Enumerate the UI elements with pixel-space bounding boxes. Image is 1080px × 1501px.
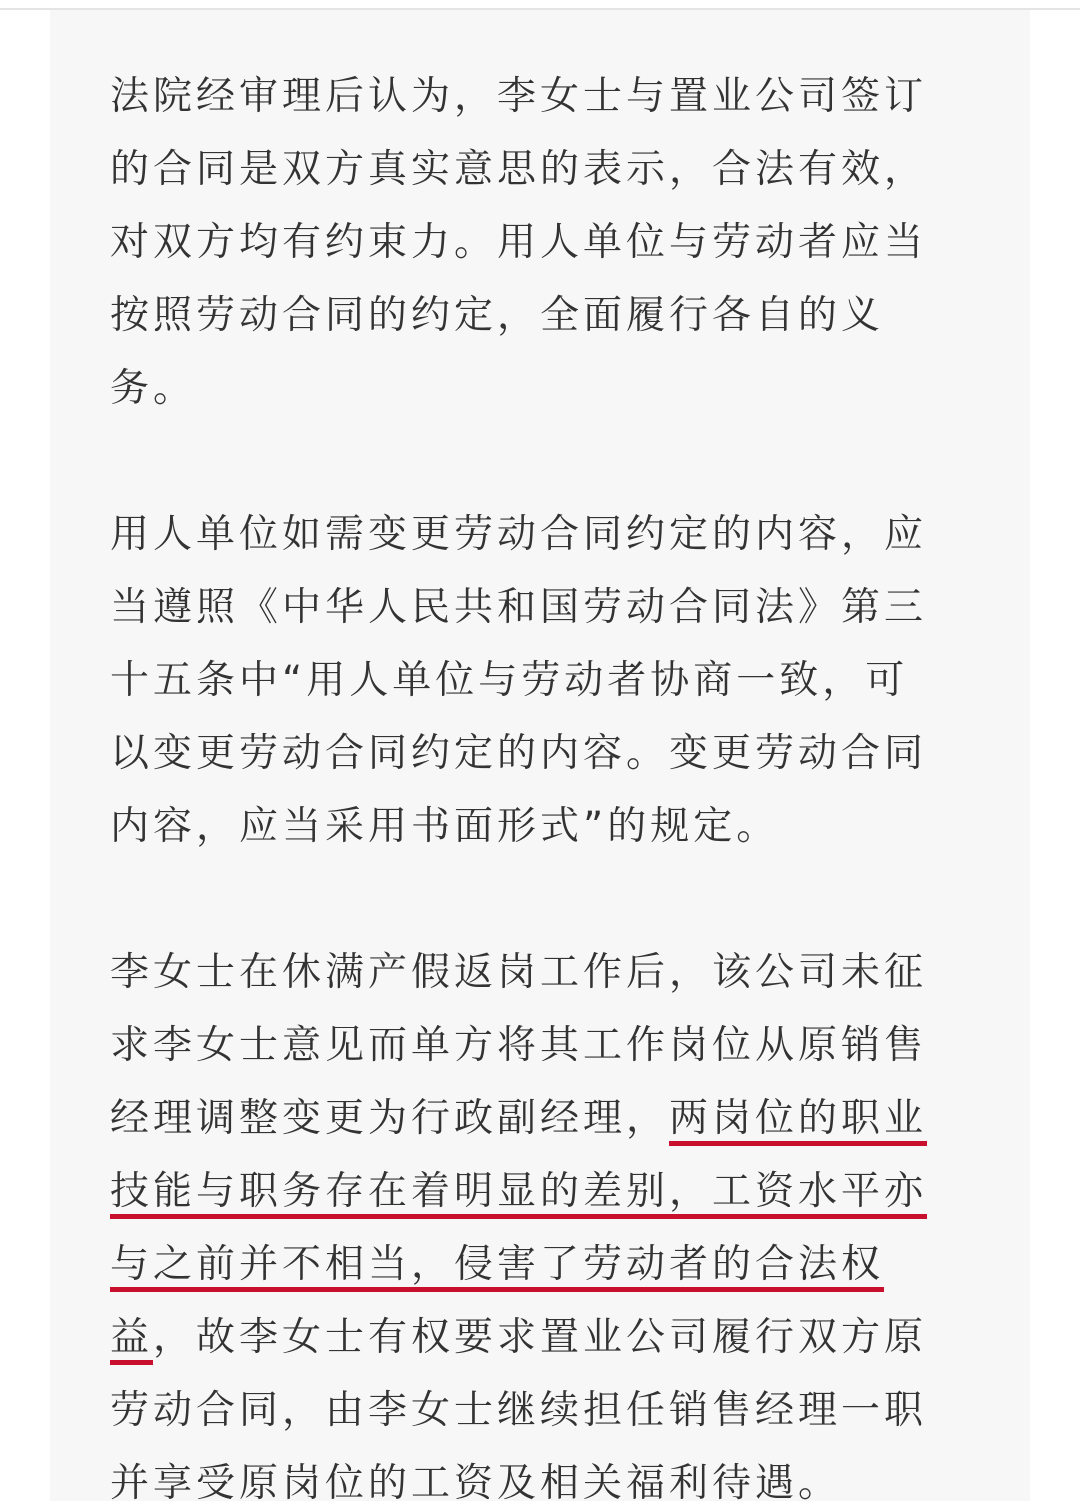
paragraph-line [110,1301,970,1374]
paragraph-court-ruling [110,60,970,425]
paragraph-line: 求李女士意见而单方将其工作岗位从原销售 [110,1023,928,1068]
highlighted-text: 与之前并不相当，侵害了劳动者的合法权 [110,1242,885,1287]
paragraph-line [110,1155,970,1228]
article-body [110,60,970,1501]
paragraph-line: 务。 [110,366,197,411]
highlighted-text: 益 [110,1315,154,1360]
paragraph-line: 法院经审理后认为，李女士与置业公司签订 [110,74,928,119]
paragraph-line: 并享受原岗位的工资及相关福利待遇。 [110,1461,842,1501]
paragraph-line: 以变更劳动合同约定的内容。变更劳动合同 [110,731,928,776]
paragraph-line: 用人单位如需变更劳动合同约定的内容，应 [110,512,928,557]
paragraph-line [110,1082,970,1155]
paragraph-line: 的合同是双方真实意思的表示，合法有效， [110,147,928,192]
paragraph-line [110,1228,970,1301]
paragraph-line: 对双方均有约束力。用人单位与劳动者应当 [110,220,928,265]
paragraph-text: ，故李女士有权要求置业公司履行双方原 [153,1315,928,1360]
paragraph-line: 劳动合同，由李女士继续担任销售经理一职 [110,1388,928,1433]
paragraph-line: 按照劳动合同的约定，全面履行各自的义 [110,293,885,338]
paragraph-line: 李女士在休满产假返岗工作后，该公司未征 [110,950,928,995]
paragraph-line: 十五条中“用人单位与劳动者协商一致，可 [110,658,909,703]
highlighted-text: 技能与职务存在着明显的差别，工资水平亦 [110,1169,928,1214]
highlighted-text: 两岗位的职业 [669,1096,928,1141]
paragraph-line: 当遵照《中华人民共和国劳动合同法》第三 [110,585,928,630]
paragraph-case-conclusion [110,936,970,1501]
paragraph-text: 经理调整变更为行政副经理， [110,1096,670,1141]
paragraph-contract-change [110,498,970,863]
paragraph-line: 内容，应当采用书面形式”的规定。 [110,804,780,849]
